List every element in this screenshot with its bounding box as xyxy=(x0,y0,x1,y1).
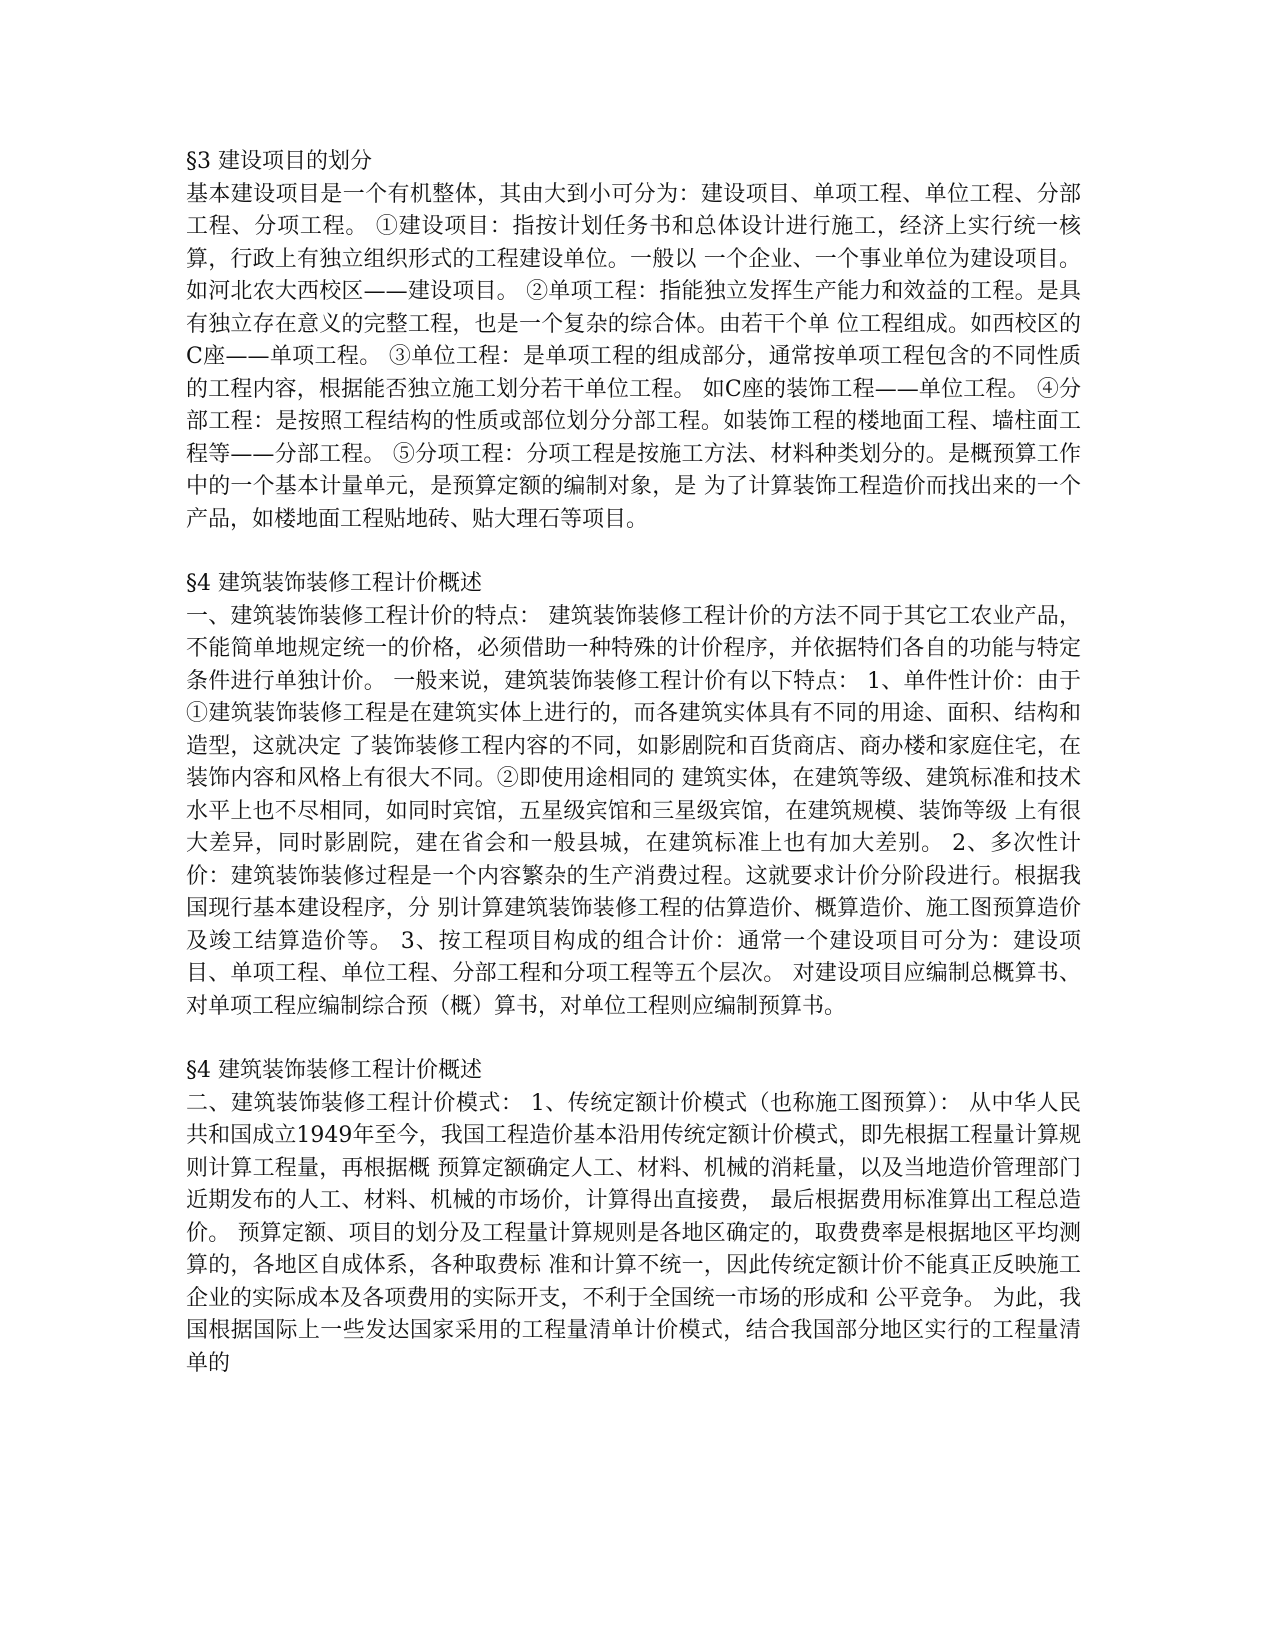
section-heading: §4 建筑装饰装修工程计价概述 xyxy=(186,1058,482,1083)
section-paragraph: 二、建筑装饰装修工程计价模式： 1、传统定额计价模式（也称施工图预算）： 从中华人民共和国成立1949年至今，我国工程造价基本沿用传统定额计价模式，即先根据工程量计算规则计算工程量，再根据概 预算定额确定人工、材料、机械的消耗量，以及当地造价管理部门近期发布的人工、材料、机械的市场价，计算得出直接费， 最后根据费用标准算出工程总造价。 预算定额、项目的划分及工程量计算规则是各地区确定的，取费费率是根据地区平均测算的，各地区自成体系，各种取费标 准和计算不统一，因此传统定额计价不能真正反映施工企业的实际成本及各项费用的实际开支，不利于全国统一市场的形成和 公平竞争。 为此，我国根据国际上一些发达国家采用的工程量清单计价模式，结合我国部分地区实行的工程量清单的 xyxy=(186,1090,1081,1376)
section-paragraph: 一、建筑装饰装修工程计价的特点： 建筑装饰装修工程计价的方法不同于其它工农业产品，不能简单地规定统一的价格，必须借助一种特殊的计价程序，并依据特们各自的功能与特定条件进行单独计价。 一般来说，建筑装饰装修工程计价有以下特点： 1、单件性计价：由于①建筑装饰装修工程是在建筑实体上进行的，而各建筑实体具有不同的用途、面积、结构和造型，这就决定 了装饰装修工程内容的不同，如影剧院和百货商店、商办楼和家庭住宅，在装饰内容和风格上有很大不同。②即使用途相同的 建筑实体，在建筑等级、建筑标准和技术水平上也不尽相同，如同时宾馆，五星级宾馆和三星级宾馆，在建筑规模、装饰等级 上有很大差异，同时影剧院，建在省会和一般县城，在建筑标准上也有加大差别。 2、多次性计价：建筑装饰装修过程是一个内容繁杂的生产消费过程。这就要求计价分阶段进行。根据我国现行基本建设程序，分 别计算建筑装饰装修工程的估算造价、概算造价、施工图预算造价及竣工结算造价等。 3、按工程项目构成的组合计价：通常一个建设项目可分为：建设项目、单项工程、单位工程、分部工程和分项工程等五个层次。 对建设项目应编制总概算书、对单项工程应编制综合预（概）算书，对单位工程则应编制预算书。 xyxy=(186,603,1081,1019)
section-heading: §3 建设项目的划分 xyxy=(186,149,372,174)
section-heading: §4 建筑装饰装修工程计价概述 xyxy=(186,571,482,596)
document-page xyxy=(186,146,1081,1412)
section-pricing-modes xyxy=(186,1055,1081,1380)
section-paragraph: 基本建设项目是一个有机整体，其由大到小可分为：建设项目、单项工程、单位工程、分部工程、分项工程。 ①建设项目：指按计划任务书和总体设计进行施工，经济上实行统一核算，行政上有独立组织形式的工程建设单位。一般以 一个企业、一个事业单位为建设项目。如河北农大西校区——建设项目。 ②单项工程：指能独立发挥生产能力和效益的工程。是具有独立存在意义的完整工程，也是一个复杂的综合体。由若干个单 位工程组成。如西校区的C座——单项工程。 ③单位工程：是单项工程的组成部分，通常按单项工程包含的不同性质的工程内容，根据能否独立施工划分若干单位工程。 如C座的装饰工程——单位工程。 ④分部工程：是按照工程结构的性质或部位划分分部工程。如装饰工程的楼地面工程、墙柱面工程等——分部工程。 ⑤分项工程：分项工程是按施工方法、材料种类划分的。是概预算工作中的一个基本计量单元，是预算定额的编制对象，是 为了计算装饰工程造价而找出来的一个产品，如楼地面工程贴地砖、贴大理石等项目。 xyxy=(186,181,1081,532)
section-project-division xyxy=(186,146,1081,536)
section-pricing-features xyxy=(186,568,1081,1023)
